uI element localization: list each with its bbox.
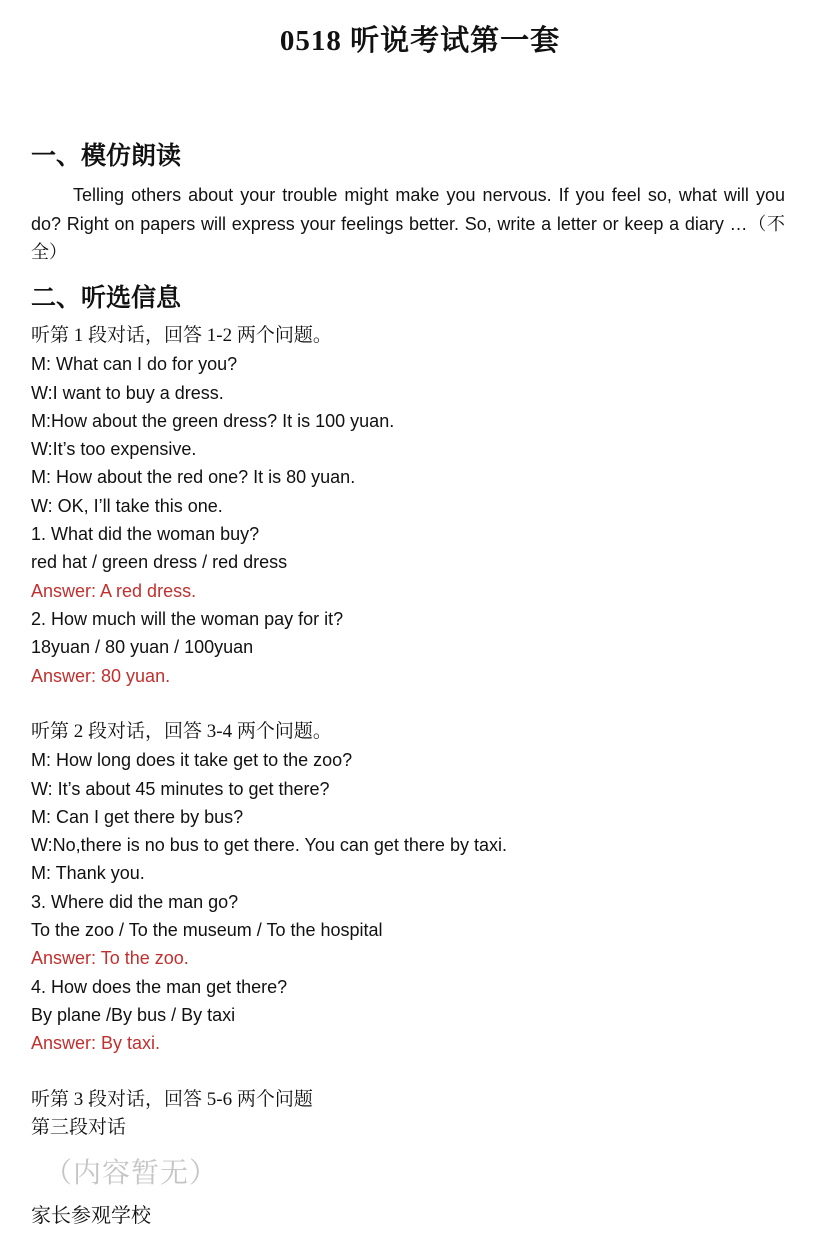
- dialogue-line: W:It’s too expensive.: [31, 439, 197, 460]
- question-3-answer: Answer: To the zoo.: [31, 948, 189, 969]
- dialogue-line: M: How long does it take get to the zoo?: [31, 750, 353, 771]
- dialogue-line: M: How about the red one? It is 80 yuan.: [31, 467, 356, 488]
- dialogue-line: M: Can I get there by bus?: [31, 806, 244, 827]
- dialogue-line: W:I want to buy a dress.: [31, 382, 224, 403]
- question-2: 2. How much will the woman pay for it?: [31, 608, 344, 629]
- dialogue-2-intro: 听第 2 段对话，回答 3-4 两个问题。: [31, 721, 332, 742]
- dialogue-line: W: It’s about 45 minutes to get there?: [31, 778, 330, 799]
- question-1-answer: Answer: A red dress.: [31, 580, 197, 601]
- dialogue-line: M: What can I do for you?: [31, 354, 238, 375]
- dialogue-line: W: OK, I’ll take this one.: [31, 495, 223, 516]
- page-title: 0518 听说考试第一套: [279, 25, 561, 57]
- dialogue-3-intro: 听第 3 段对话，回答 5-6 两个问题: [31, 1089, 313, 1110]
- question-1: 1. What did the woman buy?: [31, 524, 260, 545]
- dialogue-2: [31, 718, 507, 1058]
- dialogue-line: M:How about the green dress? It is 100 yuan.: [31, 410, 395, 431]
- content-unavailable-note: （内容暂无）: [44, 1158, 219, 1189]
- reading-passage: Telling others about your trouble might make you nervous. If you feel so, what will you do? Right on papers will express your feelings better. So, write a letter or keep a diary …（不全）: [31, 185, 785, 262]
- question-4: 4. How does the man get there?: [31, 976, 288, 997]
- question-4-answer: Answer: By taxi.: [31, 1033, 161, 1054]
- question-2-options: 18yuan / 80 yuan / 100yuan: [31, 637, 254, 658]
- question-4-options: By plane /By bus / By taxi: [31, 1004, 236, 1025]
- dialogue-1-intro: 听第 1 段对话，回答 1-2 两个问题。: [31, 325, 332, 346]
- dialogue-1: [31, 322, 394, 690]
- section-2-heading: 二、听选信息: [31, 285, 182, 312]
- question-2-answer: Answer: 80 yuan.: [31, 665, 171, 686]
- question-3-options: To the zoo / To the museum / To the hospital: [31, 920, 383, 941]
- question-3: 3. Where did the man go?: [31, 891, 239, 912]
- question-1-options: red hat / green dress / red dress: [31, 552, 288, 573]
- dialogue-line: W:No,there is no bus to get there. You can get there by taxi.: [31, 835, 507, 856]
- dialogue-3-label: 第三段对话: [31, 1117, 127, 1139]
- dialogue-3: [31, 1086, 313, 1143]
- section-1-heading: 一、模仿朗读: [31, 143, 182, 170]
- dialogue-3-topic: 家长参观学校: [31, 1205, 151, 1227]
- dialogue-line: M: Thank you.: [31, 863, 145, 884]
